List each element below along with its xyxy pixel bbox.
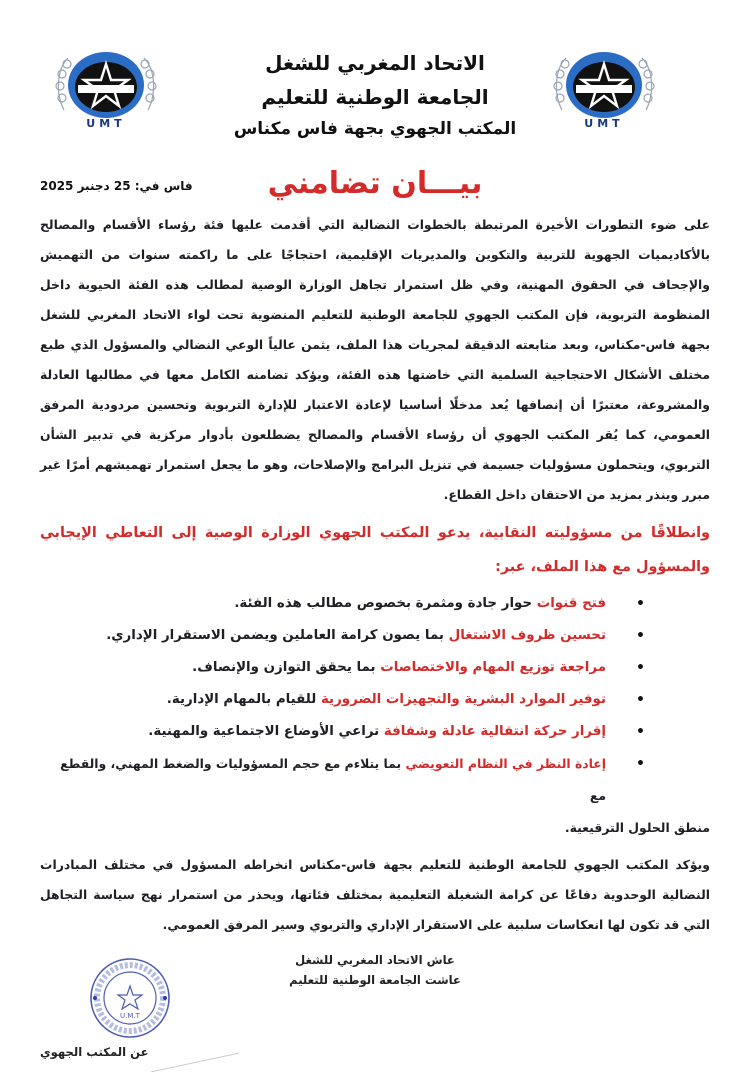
bullet-icon: • xyxy=(636,628,645,644)
svg-text:U.M.T: U.M.T xyxy=(120,1012,140,1020)
demand-item xyxy=(40,652,710,684)
demands-list xyxy=(40,588,710,844)
document-date: فاس في: 25 دجنبر 2025 xyxy=(40,179,193,193)
demand-highlight: توفير الموارد البشرية والتجهيزات الضرورية xyxy=(320,692,606,707)
demand-item xyxy=(40,620,710,652)
umt-logo-left xyxy=(52,40,160,130)
demand-item xyxy=(40,684,710,716)
svg-text:UMT: UMT xyxy=(86,117,126,130)
document-title: بيـــان تضامني xyxy=(267,166,483,201)
demand-text: بما يتلاءم مع حجم المسؤوليات والضغط المهني، والقطع مع xyxy=(60,756,606,803)
letterhead-band xyxy=(0,0,750,210)
signoff-line-1: عاش الاتحاد المغربي للشغل xyxy=(295,953,455,967)
official-stamp xyxy=(88,956,172,1040)
call-paragraph: وانطلاقًا من مسؤوليته النقابية، يدعو المكتب الجهوي الوزارة الوصية إلى التعاطي الإيجابي والمسؤول مع هذا الملف، عبر: xyxy=(40,525,710,575)
umt-logo-right xyxy=(550,40,658,130)
umt-emblem-icon xyxy=(52,40,160,130)
official-stamp-icon xyxy=(88,956,172,1040)
signoff-line-2: عاشت الجامعة الوطنية للتعليم xyxy=(289,973,461,987)
demand-highlight: فتح قنوات xyxy=(536,596,606,611)
closing-paragraph: ويؤكد المكتب الجهوي للجامعة الوطنية للتعليم بجهة فاس-مكناس انخراطه المسؤول في مختلف المبادرات النضالية الوحدوية دفاعًا عن كرامة الشغيلة التعليمية بمختلف فئاتها، ويحذر من استمرار نهج سياسة التجاهل التي قد تكون لها انعكاسات سلبية على الاستقرار الإداري والتربوي وسير المرفق العمومي. xyxy=(40,857,710,932)
demand-item xyxy=(40,588,710,620)
document-body xyxy=(40,210,710,1068)
demand-text: بما يحقق التوازن والإنصاف. xyxy=(192,660,381,675)
union-name: الاتحاد المغربي للشغل xyxy=(265,51,485,75)
demand-highlight: إقرار حركة انتقالية عادلة وشفافة xyxy=(383,724,606,739)
demand-item xyxy=(40,748,710,844)
demand-text: بما يصون كرامة العاملين ويضمن الاستقرار الإداري. xyxy=(106,628,449,643)
demand-continuation: منطق الحلول الترقيعية. xyxy=(564,820,710,835)
intro-paragraph: على ضوء التطورات الأخيرة المرتبطة بالخطوات النضالية التي أقدمت عليها فئة رؤساء الأقسام والمصالح بالأكاديميات الجهوية للتربية والتكوين والمديريات الإقليمية، احتجاجًا على ما راكمته سنوات من التهميش والإجحاف في الحقوق المهنية، وفي ظل استمرار تجاهل الوزارة الوصية لمطالب هذه الفئة الحيوية داخل المنظومة التربوية، فإن المكتب الجهوي للجامعة الوطنية للتعليم المنضوية تحت لواء الاتحاد المغربي للشغل بجهة فاس-مكناس، وبعد متابعته الدقيقة لمجريات هذا الملف، يثمن عالياً الوعي النضالي والمسؤول الذي طبع مختلف الأشكال الاحتجاجية السلمية التي خاضتها هذه الفئة، ويؤكد تضامنه الكامل معها في مطالبها العادلة والمشروعة، معتبرًا أن إنصافها يُعد مدخلًا أساسيا لإعادة الاعتبار للإدارة التربوية وتحسين مردودية المرفق العمومي، كما يُقر المكتب الجهوي أن رؤساء الأقسام والمصالح يضطلعون بأدوار مركزية في تدبير الشأن التربوي، ويتحملون مسؤوليات جسيمة في تنزيل البرامج والإصلاحات، وهو ما يجعل استمرار تهميشهم أمرًا غير مبرر وينذر بمزيد من الاحتقان داخل القطاع. xyxy=(40,217,710,502)
signature-zone xyxy=(40,950,710,1068)
svg-text:UMT: UMT xyxy=(584,117,624,130)
demand-highlight: إعادة النظر في النظام التعويضي xyxy=(405,756,606,771)
bullet-icon: • xyxy=(636,660,645,676)
letterhead xyxy=(200,46,550,144)
bullet-icon: • xyxy=(636,596,645,612)
bullet-icon: • xyxy=(636,692,645,708)
demand-item xyxy=(40,716,710,748)
bullet-icon: • xyxy=(636,756,645,772)
umt-emblem-icon xyxy=(550,40,658,130)
signer-label: عن المكتب الجهوي xyxy=(40,1045,149,1059)
demand-highlight: تحسين ظروف الاشتغال xyxy=(448,628,606,643)
demand-text: حوار جادة ومثمرة بخصوص مطالب هذه الفئة. xyxy=(234,596,537,611)
bullet-icon: • xyxy=(636,724,645,740)
regional-office-name: المكتب الجهوي بجهة فاس مكناس xyxy=(233,119,517,139)
signoff xyxy=(280,950,470,990)
federation-name: الجامعة الوطنية للتعليم xyxy=(261,85,489,109)
demand-text: تراعي الأوضاع الاجتماعية والمهنية. xyxy=(148,724,384,739)
demand-highlight: مراجعة توزيع المهام والاختصاصات xyxy=(380,660,606,675)
demand-text: للقيام بالمهام الإدارية. xyxy=(166,692,321,707)
signature-line xyxy=(151,1053,239,1072)
